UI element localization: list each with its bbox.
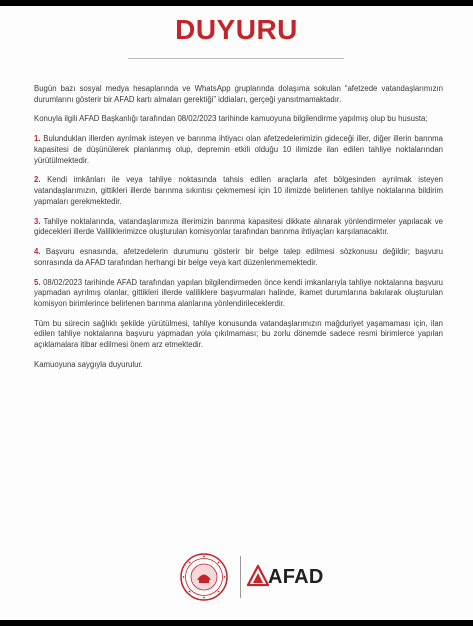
- item-number: 3.: [34, 216, 41, 226]
- paragraph-text: Bulunduklan illerden ayrılmak isteyen ve barınma ihtiyacı olan afetzedelerimizin gideceği iller, diğer illerin barınma kapasitesi de düşünülerek planlanmış olup, depremin etkili olduğu 10 ilimizde ilan edilen tahliye noktalarından yürütülmektedir.: [34, 134, 443, 165]
- paragraph-text: Başvuru esnasında, afetzedelerin durumunu gösterir bir belge talep edilmesi sözkonusu değildir; başvuru sonrasında da AFAD tarafından herhangi bir belge veya kart düzenlenmemektedir.: [34, 247, 443, 267]
- afad-logo-text: AFAD: [268, 566, 324, 588]
- paragraph-item-4: [34, 247, 443, 268]
- paragraph-text: 08/02/2023 tarihinde AFAD tarafından yapılan bilgilendirmeden önce kendi imkanlarıyla tahliye noktalarına başvuru yapmadan ayrılmış olanlar, gittikleri illerde valiliklere başvurmaları halinde, ikamet durumlarına bakılarak oluşturulan komisyon birimlerince belirlenen barınma alanlarına yönlendirileceklerdir.: [34, 277, 443, 308]
- item-number: 5.: [34, 277, 41, 287]
- item-number: 2.: [34, 175, 41, 185]
- page-title: DUYURU: [175, 14, 298, 45]
- top-bar: [0, 0, 473, 6]
- item-number: 4.: [34, 247, 41, 257]
- paragraph-context: [34, 114, 443, 125]
- paragraph-text: Tahliye noktalarında, vatandaşlarımıza illerimizin barınma kapasitesi dikkate alınarak yönlendirmeler yapılacak ve gidecekleri illerde Valiliklerimizce oluşturulan komisyonlar tarafından barınma ihtiyaçları karşılanacaktır.: [34, 216, 443, 237]
- paragraph-text: Tüm bu sürecin sağlıklı şekilde yürütülmesi, tahliye konusunda vatandaşlarımızın mağduriyet yaşamaması için, ilan edilen tahliye noktalarına başvuru yapmadan yola çıkılmaması; bu zorlu dönemde sadece resmi birimlerce yapılan açıklamalara itibar edilmesi önem arz etmektedir.: [34, 318, 443, 349]
- announcement-body: [34, 84, 443, 380]
- paragraph-closing: [34, 319, 443, 351]
- title-divider: [128, 58, 344, 59]
- paragraph-text: Kamuoyuna saygıyla duyurulur.: [34, 359, 143, 369]
- paragraph-item-5: [34, 278, 443, 310]
- paragraph-text: Konuyla ilgili AFAD Başkanlığı tarafından 08/02/2023 tarihinde kamuoyuna bilgilendirme yapılmış olup bu hususta;: [34, 114, 428, 124]
- paragraph-item-2: [34, 175, 443, 207]
- paragraph-text: Bugün bazı sosyal medya hesaplarında ve WhatsApp gruplarında dolaşıma sokulan “afetzede vatandaşlarımızın durumlarını gösterir bir AFAD kartı almaları gerektiği” iddiaları, gerçeği yansıtmamaktadır.: [34, 84, 443, 104]
- item-number: 1.: [34, 134, 41, 144]
- afad-mark-icon: [247, 565, 269, 587]
- paragraph-item-1: [34, 134, 443, 166]
- bottom-bar: [0, 620, 473, 626]
- paragraph-item-3: [34, 217, 443, 238]
- ministry-seal-icon: [180, 553, 228, 601]
- paragraph-text: Kendi imkânları ile veya tahliye noktasında tahsis edilen araçlarla afet bölgesinden ayrılmak isteyen vatandaşlarımızın, gittikleri illerde barınma sıkıntısı çekmemesi için 10 ilimizde belirlenen tahliye noktalarına bildirim yapmaları gerekmektedir.: [34, 175, 443, 206]
- paragraph-intro: [34, 84, 443, 105]
- logo-divider: [240, 556, 241, 598]
- paragraph-signoff: [34, 360, 443, 371]
